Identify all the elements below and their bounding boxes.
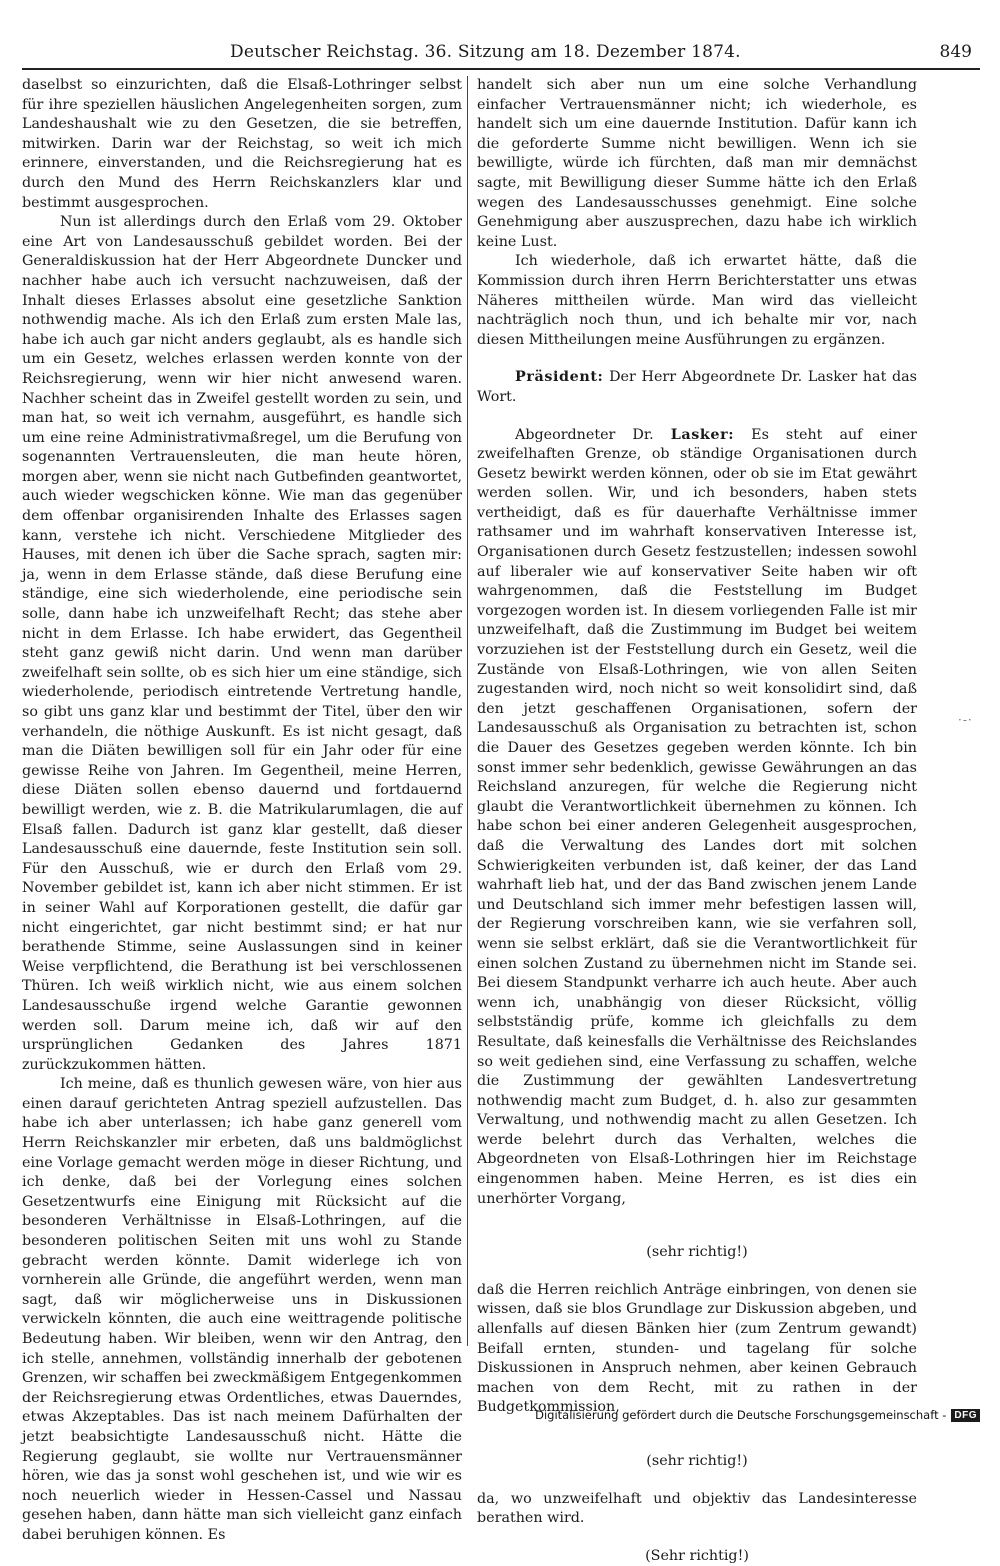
speaker-prefix: Abgeordneter Dr. <box>515 426 654 443</box>
right-paragraph-6: da, wo unzweifelhaft und objektiv das Landesinteresse berathen wird. <box>477 1490 917 1527</box>
lasker-speech <box>477 426 917 1210</box>
header-rule <box>22 68 980 70</box>
president-text: Der Herr Abgeordnete Dr. Lasker hat das Wort. <box>477 369 917 405</box>
left-column <box>22 76 462 1543</box>
president-statement <box>477 368 917 407</box>
dfg-logo: DFG <box>951 1409 980 1422</box>
left-paragraph-1: daselbst so einzurichten, daß die Elsaß-Lothringer selbst für ihre speziellen häuslichen Angelegenheiten sorgen, zum Landeshaushalt wie zu den Gesetzen, die sie betreffen, mitwirken. Darin war der Reichstag, so weit ich mich erinnere, einverstanden, und die Reichsregierung hat es durch den Mund des Herrn Reichskanzlers klar und bestimmt ausgesprochen. <box>22 77 462 211</box>
right-paragraph-2: Ich wiederhole, daß ich erwartet hätte, daß die Kommission durch ihren Herrn Berichterstatter uns etwas Näheres mittheilen würde. Man wird das vielleicht nachträglich noch thun, und ich behalte mir vor, nach diesen Mittheilungen meine Ausführungen zu ergänzen. <box>477 253 917 348</box>
interjection-1: (sehr richtig!) <box>646 1244 748 1261</box>
margin-mark: ·‐· <box>958 713 973 727</box>
lasker-text: Es steht auf einer zweifelhaften Grenze, ob ständige Organisationen durch Gesetz bewirkt werden können, oder ob sie im Etat gewährt werden sollen. Wir, und ich besonders, haben stets vertheidigt, daß es für dauerhafte Verhältnisse immer rathsamer und im wahrhaft konservativen Interesse ist, Organisationen durch Gesetz festzustellen; indessen sowohl auf liberaler wie auf konservativer Seite haben wir oft wahrgenommen, daß die Feststellung im Budget vorgezogen worden ist. In diesem vorliegenden Falle ist mir unzweifelhaft, daß die Zustimmung im Budget bei weitem vorzuziehen ist der Feststellung durch ein Gesetz, weil die Zustände von Elsaß-Lothringen, wie von allen Seiten zugestanden wird, noch nicht so weit konsolidirt sind, daß den jetzt geschaffenen Organisationen, sofern der Landesausschuß als Organisation zu betrachten ist, schon die Dauer des Gesetzes gegeben werden könnte. Ich bin sonst immer sehr bedenklich, gewisse Gewährungen an das Reichsland anzuregen, für welche die Regierung nicht glaubt die Verantwortlichkeit übernehmen zu können. Ich habe schon bei einer anderen Gelegenheit ausgesprochen, daß die Verwaltung des Landes dort mit solchen Schwierigkeiten verbunden ist, daß keiner, der das Land wahrhaft lieb hat, und der das Band zwischen jenem Lande und Deutschland sich immer mehr befestigen lassen will, der Regierung vorschreiben kann, wie sie verfahren soll, wenn sie selbst erklärt, daß sie die Verantwortlichkeit für einen solchen Zustand zu übernehmen nicht im Stande sei. Bei diesem Standpunkt verharre ich auch heute. Aber auch wenn ich, unabhängig von dieser Rücksicht, völlig selbstständig prüfe, komme ich gleichfalls zu dem Resultate, daß keinesfalls die Verhältnisse des Reichslandes so weit gediehen sind, eine Verfassung zu schaffen, welche die Zustimmung der gewählten Landesvertretung nothwendig macht zum Budget, d. h. also zur gesammten Verwaltung, und nothwendig macht zu allen Gesetzen. Ich werde belehrt durch das Verhalten, welches die Abgeordneten von Elsaß-Lothringen hier im Reichstage eingenommen haben. Meine Herren, es ist dies ein unerhörter Vorgang, <box>477 426 918 1207</box>
left-paragraph-3: Ich meine, daß es thunlich gewesen wäre, von hier aus einen darauf gerichteten Antrag speziell aufzustellen. Das habe ich aber unterlassen; ich habe ganz generell vom Herrn Reichskanzler mir erbeten, daß uns baldmöglichst eine Vorlage gemacht werden möge in dieser Richtung, und ich denke, daß bei der Vorlegung eines solchen Gesetzentwurfs eine Einigung mit Rücksicht auf die besonderen Verhältnisse in Elsaß-Lothringen, auf die besonderen politischen Seiten mit uns wohl zu Stande gebracht werden könnte. Damit widerlege ich von vornherein alle Gründe, die angeführt werden, wenn man sagt, daß wir möglicherweise uns in Diskussionen verwickeln könnten, die auch eine weittragende politische Bedeutung haben. Wir bleiben, wenn wir den Antrag, den ich stelle, annehmen, vollständig innerhalb der gebotenen Grenzen, wir schaffen bei zweckmäßigem Entgegenkommen der Reichsregierung etwas Ordentliches, etwas Dauerndes, etwas Akzeptables. Das ist nach meinem Dafürhalten der jetzt beabsichtigte Landesausschuß nicht. Hätte die Regierung geglaubt, sie wollte nur Vertrauensmänner hören, wie das ja sonst wohl geschehen ist, und wie wir es noch neuerlich wieder in Hessen-Cassel und Nassau gesehen haben, dann hätte man sich vielleicht ganz einfach dabei beruhigen können. Es <box>22 1076 462 1543</box>
interjection-2: (sehr richtig!) <box>646 1453 748 1469</box>
speaker-lasker: Lasker: <box>670 426 735 443</box>
running-title: Deutscher Reichstag. 36. Sitzung am 18. Dezember 1874. <box>230 42 741 62</box>
right-paragraph-1: handelt sich aber nun um eine solche Verhandlung einfacher Vertrauensmänner nicht; ich wiederhole, es handelt sich um eine dauernde Institution. Dafür kann ich die geforderte Summe nicht bewilligen. Wenn ich sie bewilligte, würde ich fürchten, daß man mir demnächst sagte, mit Bewilligung dieser Summe hätte ich den Erlaß wegen des Landesausschusses genehmigt. Eine solche Genehmigung aber auszusprechen, dazu habe ich wirklich keine Lust. <box>477 77 917 250</box>
page-header <box>20 38 980 66</box>
footer-text: Digitalisierung gefördert durch die Deutsche Forschungsgemeinschaft - <box>535 1408 947 1422</box>
left-paragraph-2: Nun ist allerdings durch den Erlaß vom 29. Oktober eine Art von Landesausschuß gebildet worden. Bei der Generaldiskussion hat der Herr Abgeordnete Duncker und nachher habe auch ich versucht nachzuweisen, daß der Inhalt dieses Erlasses absolut eine gesetzliche Sanktion nothwendig mache. Als ich den Erlaß zum ersten Male las, habe ich auch gar nicht anders geglaubt, als es handle sich um ein Gesetz, welches erlassen werden konnte von der Reichsregierung, wenn wir hier nicht anwesend waren. Nachher scheint das in Zweifel gestellt worden zu sein, und man hat, so weit ich vernahm, ausgeführt, es handle sich um eine reine Administrativmaßregel, um die Berufung von sogenannten Vertrauensleuten, die man heute hören, morgen aber, wenn sie nicht nach Gutbefinden geantwortet, auch wieder wegschicken könne. Wie man das gegenüber dem offenbar organisirenden Inhalte des Erlasses sagen kann, verstehe ich nicht. Verschiedene Mitglieder des Hauses, mit denen ich über die Sache sprach, sagten mir: ja, wenn in dem Erlasse stände, daß diese Berufung eine ständige, eine sich wiederholende, eine periodische sein solle, dann habe ich unzweifelhaft Recht; das stehe aber nicht in dem Erlasse. Ich habe erwidert, das Gegentheil steht ganz gewiß nicht darin. Und wenn man darüber zweifelhaft sein sollte, ob es sich hier um eine ständige, sich wiederholende, periodisch eintretende Vertretung handle, so gibt uns ganz klar und bestimmt der Titel, über den wir verhandeln, die nöthige Auskunft. Es ist nicht gesagt, daß man die Diäten bewilligen soll für ein Jahr oder für eine gewisse Reihe von Jahren. Im Gegentheil, meine Herren, diese Diäten sollen ebenso dauernd und fortdauernd bewilligt werden, wie z. B. die Matrikularumlagen, die auf Elsaß fallen. Dadurch ist ganz klar gestellt, daß dieser Landesausschuß eine dauernde, feste Institution sein soll. Für den Ausschuß, wie er durch den Erlaß vom 29. November gebildet ist, kann ich aber nicht stimmen. Er ist in seiner Wahl auf Korporationen gestellt, die dafür gar nicht eingerichtet, gar nicht bestimmt sind; er hat nur berathende Stimme, seine Auslassungen sind in keiner Weise verpflichtend, die Berathung ist bei verschlossenen Thüren. Ich weiß wirklich nicht, wie aus einem solchen Landesausschuße irgend welche Garantie gewonnen werden soll. Darum meine ich, daß wir auf den ursprünglichen Gedanken des Jahres 1871 zurückzukommen hätten. <box>22 214 462 1073</box>
footer <box>535 1406 980 1424</box>
page-number: 849 <box>939 42 972 62</box>
right-paragraph-5: daß die Herren reichlich Anträge einbringen, von denen sie wissen, daß sie blos Grundlage zur Diskussion abgeben, und allenfalls auf diesen Bänken hier (zum Zentrum gewandt) Beifall ernten, stunden- und tagelang für solche Diskussionen in Anspruch nehmen, aber keinen Gebrauch machen von dem Recht, mit zu rathen in der Budgetkommission, <box>477 1281 917 1416</box>
speaker-president: Präsident: <box>515 369 604 386</box>
interjection-3: (Sehr richtig!) <box>645 1547 749 1564</box>
column-divider <box>467 76 468 1346</box>
